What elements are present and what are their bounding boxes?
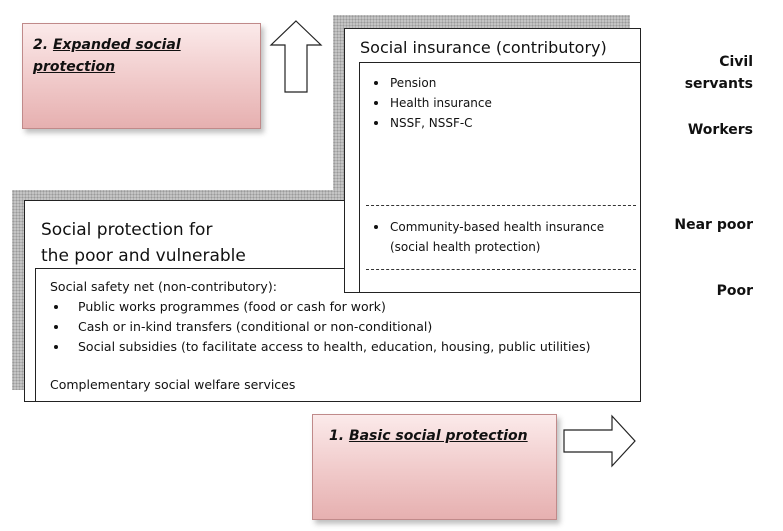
divider-poor [366, 269, 636, 270]
list-item: Social subsidies (to facilitate access to health, education, housing, public utilities) [50, 337, 640, 357]
right-arrow-icon [562, 414, 638, 468]
social-insurance-panel [359, 62, 641, 293]
social-protection-title-line2: the poor and vulnerable [41, 246, 246, 266]
safety-net-list [50, 297, 640, 357]
list-item [370, 217, 640, 257]
expanded-number: 2. [33, 37, 49, 53]
safety-net-heading: Social safety net (non-contributory): [50, 279, 277, 294]
group-civil-servants [685, 51, 753, 95]
social-insurance-title: Social insurance (contributory) [360, 38, 607, 57]
community-line1: Community-based health insurance [390, 220, 605, 234]
up-arrow-icon [269, 19, 323, 95]
social-insurance-box [344, 28, 641, 293]
expanded-label [33, 34, 181, 78]
list-item: Cash or in-kind transfers (conditional or non-conditional) [50, 317, 640, 337]
social-protection-title-line1: Social protection for [41, 220, 213, 240]
basic-social-protection-box [312, 414, 557, 520]
basic-label [329, 425, 528, 447]
basic-label-text: Basic social protection [348, 428, 528, 444]
social-insurance-list [370, 73, 630, 133]
civil-line2: servants [684, 76, 753, 92]
community-line2: (social health protection) [390, 240, 541, 254]
community-list [370, 217, 640, 257]
basic-number: 1. [329, 428, 345, 444]
expanded-label-line2: protection [33, 59, 116, 75]
group-poor: Poor [716, 283, 753, 299]
expanded-label-line1: Expanded social [52, 37, 181, 53]
group-workers: Workers [687, 122, 753, 138]
complementary-services: Complementary social welfare services [50, 377, 296, 392]
social-protection-title [41, 217, 246, 269]
civil-line1: Civil [719, 54, 753, 70]
expanded-social-protection-box [22, 23, 261, 129]
group-near-poor: Near poor [674, 217, 753, 233]
divider-near-poor [366, 205, 636, 206]
list-item: Public works programmes (food or cash for work) [50, 297, 640, 317]
list-item: NSSF, NSSF-C [370, 113, 630, 133]
list-item: Pension [370, 73, 630, 93]
list-item: Health insurance [370, 93, 630, 113]
